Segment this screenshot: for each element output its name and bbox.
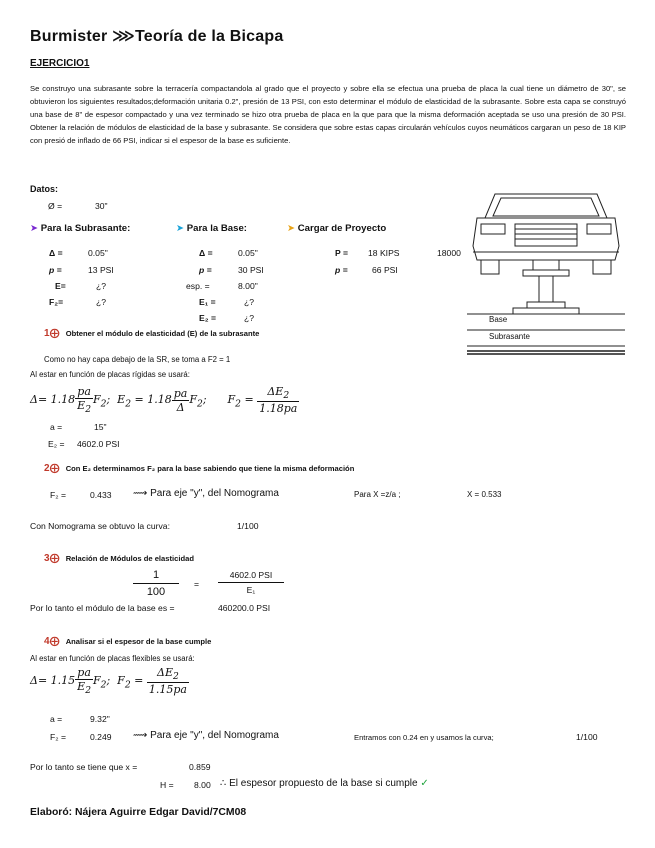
- carga-p-label: p =: [335, 265, 348, 275]
- layer-base-label: Base: [489, 315, 508, 324]
- step4-x-label: Por lo tanto se tiene que x =: [30, 762, 138, 772]
- sub-delta-value: 0.05": [88, 248, 108, 258]
- step4-a-label: a =: [50, 714, 63, 724]
- sub-e-label: E=: [55, 281, 66, 291]
- step4-note: Al estar en función de placas flexibles se usará:: [30, 654, 195, 663]
- step4-nomograma-text: ⟿ Para eje "y", del Nomograma: [133, 730, 279, 741]
- phi-symbol: Ø =: [48, 201, 63, 211]
- step1-a-value: 15": [94, 422, 107, 432]
- carga-p-value: 66 PSI: [372, 265, 398, 275]
- ratio-num2: 4602.0 PSI: [218, 570, 284, 583]
- step2-f-label: F₂ =: [50, 490, 66, 500]
- step4-a-value: 9.32": [90, 714, 110, 724]
- step1-note2: Al estar en función de placas rígidas se usará:: [30, 370, 190, 379]
- step1-a-label: a =: [50, 422, 63, 432]
- subrasante-heading: ➤ Para la Subrasante:: [30, 223, 131, 234]
- base-p-label: p =: [199, 265, 212, 275]
- base-esp-value: 8.00": [238, 281, 258, 291]
- ratio-den1: 100: [146, 586, 166, 598]
- base-esp-label: esp. =: [186, 281, 210, 291]
- step4-h-label: H =: [160, 780, 174, 790]
- check-icon: ✓: [420, 778, 429, 789]
- step3-heading: 3⨁ Relación de Módulos de elasticidad: [44, 553, 194, 564]
- step4-curve-value: 1/100: [576, 732, 598, 742]
- sub-p-label: p =: [49, 265, 62, 275]
- step1-note1: Como no hay capa debajo de la SR, se toma a F2 = 1: [44, 355, 231, 364]
- step1-heading: 1⨁ Obtener el módulo de elasticidad (E) de la subrasante: [44, 328, 260, 339]
- carga-P-value: 18 KIPS: [368, 248, 400, 258]
- step2-curve-value: 1/100: [237, 521, 259, 531]
- step4-heading: 4⨁ Analisar si el espesor de la base cumple: [44, 636, 212, 647]
- phi-value: 30": [95, 201, 108, 211]
- step2-nomograma-text: ⟿ Para eje "y", del Nomograma: [133, 488, 279, 499]
- layer-subrasante-label: Subrasante: [489, 332, 530, 341]
- ratio-equals: =: [194, 579, 200, 589]
- base-e1-label: E₁ =: [199, 297, 216, 307]
- formula-flexible: Δ= 1.15 $\frac{pa}{E_2}$ $F_2$; $F_2$ = $\frac{\Delta E_2}{1.15pa}$: [30, 666, 187, 697]
- base-delta-value: 0.05": [238, 248, 258, 258]
- step2-x-value: X = 0.533: [467, 490, 502, 499]
- step1-e-label: E₂ =: [48, 439, 65, 449]
- ratio-den2: E₁: [246, 585, 256, 595]
- sub-delta-label: Δ =: [49, 248, 63, 258]
- step4-f-value: 0.249: [90, 732, 112, 742]
- step2-heading: 2⨁ Con E₂ determinamos F₂ para la base sabiendo que tiene la misma deformación: [44, 463, 355, 474]
- step4-entramos: Entramos con 0.24 en y usamos la curva;: [354, 733, 494, 742]
- page-title: Burmister ⋙Teoría de la Bicapa: [30, 28, 284, 45]
- carga-P-lb: 18000: [437, 248, 461, 258]
- step4-conclusion: ∴ El espesor propuesto de la base si cumple ✓: [220, 778, 429, 789]
- truck-plate-figure: [467, 188, 625, 360]
- base-delta-label: Δ =: [199, 248, 213, 258]
- ratio-fraction-right: [218, 570, 284, 595]
- ratio-fraction-left: [133, 569, 179, 598]
- step2-f-value: 0.433: [90, 490, 112, 500]
- base-e2-label: E₂ =: [199, 313, 216, 323]
- step4-f-label: F₂ =: [50, 732, 66, 742]
- step3-conclusion-value: 460200.0 PSI: [218, 603, 271, 613]
- exercise-label: EJERCICIO1: [30, 58, 90, 69]
- sub-f2-label: F₂=: [49, 297, 64, 307]
- sub-p-value: 13 PSI: [88, 265, 114, 275]
- ratio-num1: 1: [133, 569, 179, 584]
- formula-rigid: Δ= 1.18 $\frac{pa}{E_2}$ $F_2$; $E_2 = 1.18$ $\frac{pa}{\Delta}$ $F_2$; $F_2$ = $\frac{\Delta E_2}{1.18pa}$: [30, 385, 298, 416]
- problem-statement: Se construyo una subrasante sobre la terracería compactandola al grado que el proyecto y sobre ella se efectua una prueba de placa la cual tiene un diámetro de 30", se obtuvieron los siguientes resultados;deformación unitaria 0.2", presión de 13 PSI, con esto determinar el módulo de elasticidad de la subrasante. Sobre esta capa se construyó una base de 8" de espesor compactado y una vez terminado se hizo otra prueba de placa en la que para que la misma deformación aceptada se uso una presión de 30 PSI. Obtener la relación de módulos de elasticidad de la base y subrasante. Se considera que sobre estas capas circularán vehículos cuyos neumáticos cargaran un peso de 18 KIP con presió de inflado de 66 PSI, indicar si el espesor de la base es suficiente.: [30, 84, 626, 145]
- step4-h-value: 8.00: [194, 780, 211, 790]
- step2-px: Para X =z/a ;: [354, 490, 401, 499]
- author-footer: Elaboró: Nájera Aguirre Edgar David/7CM08: [30, 807, 247, 818]
- step1-e-value: 4602.0 PSI: [77, 439, 120, 449]
- step3-conclusion-label: Por lo tanto el módulo de la base es =: [30, 603, 175, 613]
- carga-heading: ➤ Cargar de Proyecto: [287, 223, 387, 234]
- step2-curve-label: Con Nomograma se obtuvo la curva:: [30, 521, 170, 531]
- base-e1-value: ¿?: [244, 297, 255, 307]
- sub-e-value: ¿?: [96, 281, 107, 291]
- base-p-value: 30 PSI: [238, 265, 264, 275]
- base-heading: ➤ Para la Base:: [176, 223, 247, 234]
- datos-label: Datos:: [30, 184, 59, 194]
- carga-P-label: P =: [335, 248, 348, 258]
- sub-f2-value: ¿?: [96, 297, 107, 307]
- base-e2-value: ¿?: [244, 313, 255, 323]
- step4-x-value: 0.859: [189, 762, 211, 772]
